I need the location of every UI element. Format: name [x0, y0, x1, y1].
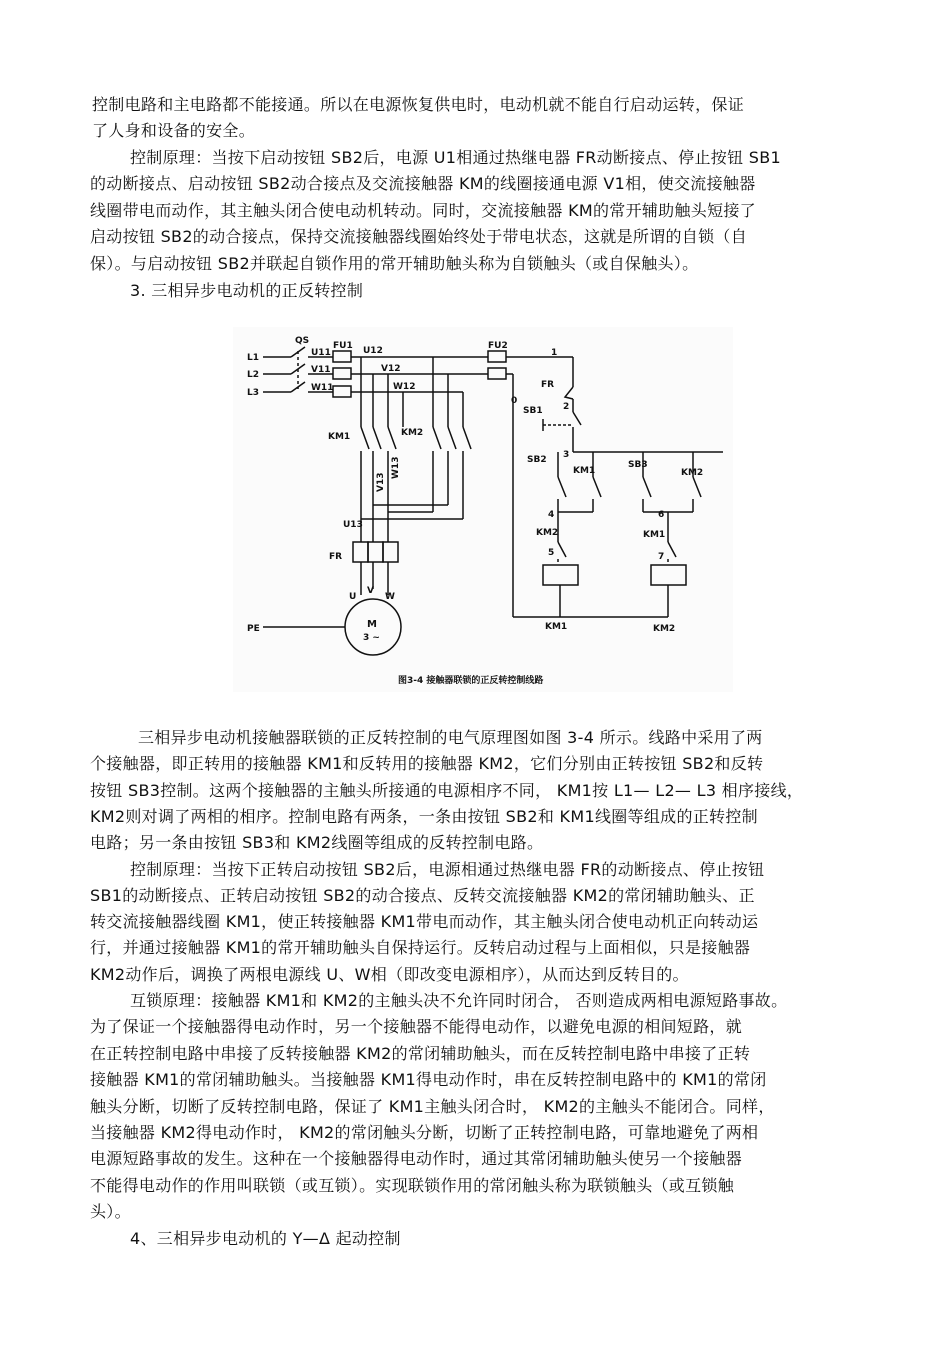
text-line: 保）。与启动按钮 SB2并联起自锁作用的常开辅助触头称为自锁触头（或自保触头）。 — [90, 254, 699, 273]
text-line: KM2动作后，调换了两根电源线 U、W相（即改变电源相序），从而达到反转目的。 — [90, 965, 689, 984]
text-line: 控制原理：当按下正转启动按钮 SB2后，电源相通过热继电器 FR的动断接点、停止按钮 — [130, 860, 765, 879]
svg-text:4: 4 — [548, 510, 555, 520]
svg-text:FR: FR — [329, 552, 343, 562]
svg-text:KM1: KM1 — [573, 466, 596, 476]
svg-text:7: 7 — [658, 552, 665, 562]
svg-text:U12: U12 — [363, 346, 383, 356]
text-line: 启动按钮 SB2的动合接点，保持交流接触器线圈始终处于带电状态，这就是所谓的自锁（自 — [90, 227, 747, 246]
text-line: 转交流接触器线圈 KM1，使正转接触器 KM1带电而动作，其主触头闭合使电动机正向转动运 — [90, 912, 759, 931]
svg-text:M: M — [367, 619, 377, 630]
svg-text:L3: L3 — [247, 388, 259, 398]
text-line: 线圈带电而动作，其主触头闭合使电动机转动。同时，交流接触器 KM的常开辅助触头短接了 — [90, 201, 756, 220]
text-line: 行，并通过接触器 KM1的常开辅助触头自保持运行。反转启动过程与上面相似，只是接触器 — [90, 938, 751, 957]
svg-text:L1: L1 — [247, 353, 259, 363]
text-line: 互锁原理：接触器 KM1和 KM2的主触头决不允许同时闭合， 否则造成两相电源短路事故。 — [130, 991, 788, 1010]
text-line: SB1的动断接点、正转启动按钮 SB2的动合接点、反转交流接触器 KM2的常闭辅助触头、正 — [90, 886, 755, 905]
figure-caption: 图3-4 接触器联锁的正反转控制线路 — [398, 676, 544, 686]
svg-text:6: 6 — [658, 510, 665, 520]
section-heading: 4、三相异步电动机的 Y—Δ 起动控制 — [130, 1229, 401, 1248]
svg-text:KM2: KM2 — [681, 468, 704, 478]
circuit-figure — [233, 327, 733, 692]
svg-text:KM1: KM1 — [643, 530, 666, 540]
svg-text:SB1: SB1 — [523, 406, 543, 416]
svg-text:FR: FR — [541, 380, 555, 390]
svg-text:U13: U13 — [343, 520, 363, 530]
svg-text:W13: W13 — [391, 456, 401, 479]
svg-text:U11: U11 — [311, 348, 331, 358]
svg-text:L2: L2 — [247, 370, 259, 380]
text-line: 电路；另一条由按钮 SB3和 KM2线圈等组成的反转控制电路。 — [90, 833, 544, 852]
text-line: 触头分断，切断了反转控制电路，保证了 KM1主触头闭合时， KM2的主触头不能闭合。同样， — [90, 1097, 775, 1116]
svg-text:KM2: KM2 — [401, 428, 424, 438]
text-line: 电源短路事故的发生。这种在一个接触器得电动作时，通过其常闭辅助触头使另一个接触器 — [90, 1149, 743, 1168]
svg-text:0: 0 — [511, 396, 518, 406]
svg-text:3 ~: 3 ~ — [363, 633, 380, 643]
circuit-diagram — [233, 327, 733, 692]
svg-text:V12: V12 — [381, 364, 401, 374]
svg-text:KM2: KM2 — [536, 528, 559, 538]
svg-text:SB3: SB3 — [628, 460, 648, 470]
text-line: 控制原理：当按下启动按钮 SB2后，电源 U1相通过热继电器 FR动断接点、停止按钮 SB1 — [130, 148, 781, 167]
svg-text:W: W — [385, 592, 395, 602]
text-line: 个接触器，即正转用的接触器 KM1和反转用的接触器 KM2，它们分别由正转按钮 SB2和反转 — [90, 754, 764, 773]
svg-text:PE: PE — [247, 624, 260, 634]
svg-text:3: 3 — [563, 450, 570, 460]
svg-text:FU1: FU1 — [333, 341, 353, 351]
text-line: 当接触器 KM2得电动作时， KM2的常闭触头分断，切断了正转控制电路，可靠地避免了两相 — [90, 1123, 759, 1142]
section-heading: 3. 三相异步电动机的正反转控制 — [130, 281, 364, 300]
svg-text:V: V — [367, 586, 374, 596]
svg-text:KM2: KM2 — [653, 624, 676, 634]
svg-text:KM1: KM1 — [545, 622, 568, 632]
svg-text:1: 1 — [551, 348, 558, 358]
text-line: 了人身和设备的安全。 — [92, 121, 256, 140]
text-line: 的动断接点、启动按钮 SB2动合接点及交流接触器 KM的线圈接通电源 V1相，使交流接触器 — [90, 174, 756, 193]
svg-text:W12: W12 — [393, 382, 416, 392]
text-line: 控制电路和主电路都不能接通。所以在电源恢复供电时，电动机就不能自行启动运转，保证 — [92, 95, 745, 114]
svg-text:V11: V11 — [311, 365, 331, 375]
svg-text:QS: QS — [295, 336, 310, 346]
svg-text:FU2: FU2 — [488, 341, 508, 351]
text-line: 头）。 — [90, 1202, 131, 1221]
text-line: 三相异步电动机接触器联锁的正反转控制的电气原理图如图 3-4 所示。线路中采用了两 — [138, 728, 763, 747]
svg-text:SB2: SB2 — [527, 455, 547, 465]
text-line: 在正转控制电路中串接了反转接触器 KM2的常闭辅助触头，而在反转控制电路中串接了正转 — [90, 1044, 751, 1063]
text-line: 按钮 SB3控制。这两个接触器的主触头所接通的电源相序不同， KM1按 L1— L2— L3 相序接线， — [90, 781, 804, 800]
svg-text:2: 2 — [563, 402, 570, 412]
text-line: 接触器 KM1的常闭辅助触头。当接触器 KM1得电动作时，串在反转控制电路中的 KM1的常闭 — [90, 1070, 767, 1089]
svg-text:V13: V13 — [376, 472, 386, 492]
svg-text:W11: W11 — [311, 383, 334, 393]
svg-text:5: 5 — [548, 548, 555, 558]
svg-text:U: U — [349, 592, 357, 602]
text-line: KM2则对调了两相的相序。控制电路有两条，一条由按钮 SB2和 KM1线圈等组成的正转控制 — [90, 807, 758, 826]
svg-text:KM1: KM1 — [328, 432, 351, 442]
text-line: 不能得电动作的作用叫联锁（或互锁）。实现联锁作用的常闭触头称为联锁触头（或互锁触 — [90, 1176, 735, 1195]
text-line: 为了保证一个接触器得电动作时，另一个接触器不能得电动作，以避免电源的相间短路，就 — [90, 1017, 743, 1036]
